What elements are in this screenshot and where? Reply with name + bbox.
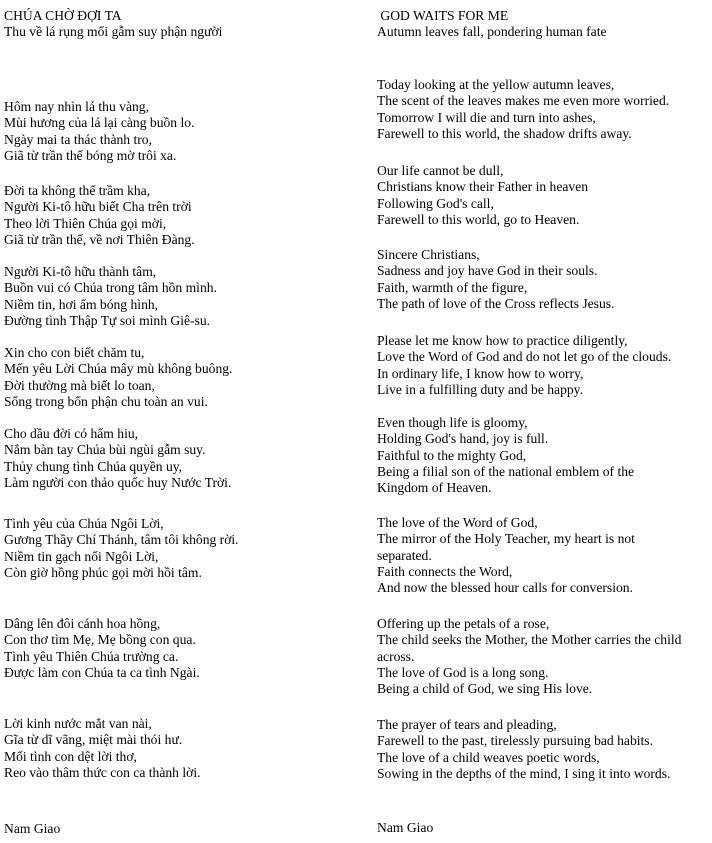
poem-line: Đường tình Thập Tự soi mình Giê-su. [4,312,211,328]
poem-line: The child seeks the Mother, the Mother carries the child [377,632,682,648]
poem-line: Being a filial son of the national emblem of the [377,463,635,479]
poem-line: Đời ta không thể trầm kha, [4,183,151,198]
poem-line: Farewell to this world, go to Heaven. [377,211,580,227]
poem-line: Niềm tin, hơi ấm bóng hình, [4,296,159,312]
poem-line: Today looking at the yellow autumn leaves, [377,77,615,92]
poem-line: Faithful to the mighty God, [377,447,527,463]
stanza-en-3 [377,247,614,312]
poem-line: Gương Thầy Chí Thánh, tâm tôi không rời. [4,532,239,548]
stanza-vi-1 [4,99,194,164]
poem-line: across. [377,648,415,664]
poem-line: Kingdom of Heaven. [377,480,492,496]
poem-line: Làm người con thảo quốc huy Nước Trời. [4,474,232,490]
poem-line: Christians know their Father in heaven [377,179,589,195]
stanza-en-4 [377,333,671,398]
poem-subtitle-english: Autumn leaves fall, pondering human fate [377,24,607,39]
poem-line: Tình yêu của Chúa Ngôi Lời, [4,516,164,531]
poem-title-vietnamese: CHÚA CHỜ ĐỢI TA [4,8,122,23]
poem-line: The prayer of tears and pleading, [377,717,557,732]
stanza-vi-5 [4,426,231,491]
poem-line: Mối tình con dệt lời thơ, [4,748,137,764]
poem-line: separated. [377,547,432,563]
stanza-vi-3 [4,264,217,329]
poem-line: The love of a child weaves poetic words, [377,749,600,765]
poem-line: Sadness and joy have God in their souls. [377,263,598,279]
poem-line: Đời thường mà biết lo toan, [4,377,155,393]
poem-line: Người Ki-tô hữu thành tâm, [4,264,157,279]
poem-line: Cho dầu đời có hẩm hiu, [4,426,139,441]
poem-line: Our life cannot be dull, [377,163,504,178]
poem-line: Live in a fulfilling duty and be happy. [377,381,583,397]
poem-line: The path of love of the Cross reflects Jesus. [377,295,615,311]
poem-line: Hôm nay nhìn lá thu vàng, [4,99,149,114]
poem-line: Please let me know how to practice diligently, [377,333,628,348]
poem-line: Được làm con Chúa ta ca tình Ngài. [4,664,200,680]
poem-line: Faith connects the Word, [377,563,513,579]
poem-line: Mến yêu Lời Chúa mây mù không buông. [4,361,233,377]
poem-line: Giã từ trần thế, về nơi Thiên Đàng. [4,231,195,247]
stanza-en-5 [377,415,634,496]
poem-line: Nắm bàn tay Chúa bùi ngùi gẫm suy. [4,442,206,458]
stanza-vi-6 [4,516,239,581]
poem-line: And now the blessed hour calls for conversion. [377,580,633,596]
poem-line: The scent of the leaves makes me even more worried. [377,93,670,109]
author-signature-left: Nam Giao [4,821,61,836]
poem-line: Theo lời Thiên Chúa gọi mời, [4,215,167,231]
poem-line: Con thơ tìm Mẹ, Mẹ bồng con qua. [4,632,196,648]
poem-line: Buồn vui có Chúa trong tâm hồn mình. [4,280,217,296]
poem-line: Following God's call, [377,195,494,211]
poem-line: Sincere Christians, [377,247,480,262]
poem-line: Sống trong bổn phận chu toàn an vui. [4,393,208,409]
poem-line: Lời kinh nước mắt van nài, [4,716,152,731]
stanza-en-1 [377,77,669,142]
poem-line: Ngày mai ta thác thành tro, [4,131,152,147]
poem-line: Farewell to this world, the shadow drifts away. [377,125,632,141]
poem-line: In ordinary life, I know how to worry, [377,365,584,381]
poem-line: Thủy chung tình Chúa quyền uy, [4,458,183,474]
poem-line: The love of the Word of God, [377,515,538,530]
poem-line: Being a child of God, we sing His love. [377,681,593,697]
stanza-en-2 [377,163,588,228]
poem-line: Offering up the petals of a rose, [377,616,550,631]
poem-line: Tomorrow I will die and turn into ashes, [377,109,596,125]
vietnamese-poem-column [4,0,364,843]
stanza-vi-2 [4,183,195,248]
poem-line: Gĩa từ dĩ vãng, miệt mài thói hư. [4,732,183,748]
poem-subtitle-vietnamese: Thu về lá rụng mối gẫm suy phận người [4,24,223,39]
poem-line: Farewell to the past, tirelessly pursuing bad habits. [377,733,653,749]
poem-line: Mùi hương của lá lại càng buồn lo. [4,115,195,131]
poem-line: Giã từ trần thế bóng mờ trôi xa. [4,147,177,163]
poem-title-english: GOD WAITS FOR ME [377,8,509,23]
poem-line: Sowing in the depths of the mind, I sing it into words. [377,765,671,781]
poem-line: Người Ki-tô hữu biết Cha trên trời [4,199,192,215]
stanza-vi-8 [4,716,201,781]
poem-line: Niềm tin gạch nối Ngôi Lời, [4,548,159,564]
stanza-vi-7 [4,616,200,681]
stanza-en-6 [377,515,635,596]
stanza-en-7 [377,616,681,697]
poem-line: Còn giờ hồng phúc gọi mời hồi tâm. [4,564,202,580]
author-signature-right: Nam Giao [377,820,434,835]
poem-line: Tình yêu Thiên Chúa trường ca. [4,648,179,664]
stanza-en-8 [377,717,670,782]
poem-line: The mirror of the Holy Teacher, my heart is not [377,531,635,547]
poem-line: Xin cho con biết chăm tu, [4,345,145,360]
stanza-vi-4 [4,345,232,410]
poem-line: Reo vào thâm thức con ca thành lời. [4,764,201,780]
english-translation-column [377,0,712,843]
poem-line: The love of God is a long song. [377,664,549,680]
poem-line: Dâng lên đôi cánh hoa hồng, [4,616,161,631]
poem-line: Even though life is gloomy, [377,415,528,430]
poem-line: Love the Word of God and do not let go of the clouds. [377,349,672,365]
poem-line: Holding God's hand, joy is full. [377,431,549,447]
poem-line: Faith, warmth of the figure, [377,279,528,295]
